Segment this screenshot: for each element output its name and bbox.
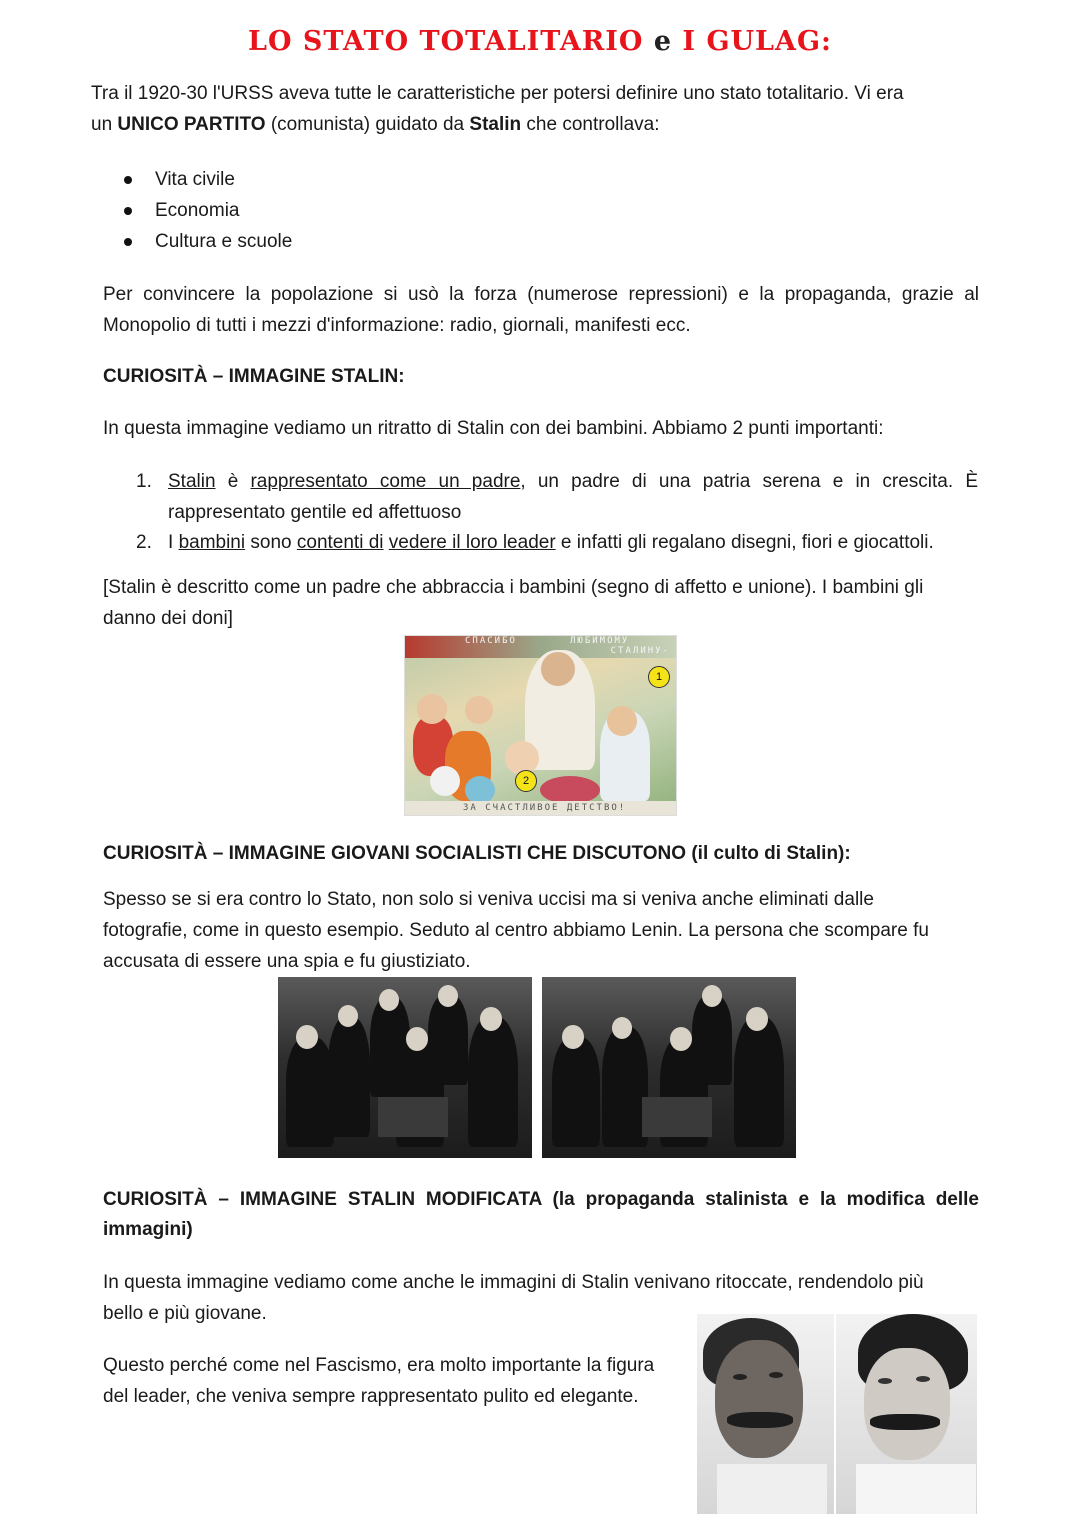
section1-note-line-2: danno dei doni]: [103, 608, 233, 629]
section2-line-1: Spesso se si era contro lo Stato, non solo si veniva uccisi ma si veniva anche eliminati dalle: [103, 889, 874, 910]
stalin-portrait-retouched: [836, 1314, 977, 1514]
section3-text-line-3: Questo perché come nel Fascismo, era molto importante la figura: [103, 1355, 655, 1376]
marker-2: 2: [515, 770, 537, 792]
section-heading-stalin-image: CURIOSITÀ – IMMAGINE STALIN:: [103, 366, 405, 387]
stalin-children-poster-image: СПАСИБО ЛЮБИМОМУ СТАЛИНУ- ЗА СЧАСТЛИВОЕ ДЕТСТВО! 1 2: [404, 635, 677, 816]
list-item: Cultura e scuole: [120, 226, 292, 257]
marker-1: 1: [648, 666, 670, 688]
section2-line-2: fotografie, come in questo esempio. Seduto al centro abbiamo Lenin. La persona che scompare fu: [103, 920, 929, 941]
propaganda-line-1: Per convincere la popolazione si usò la forza (numerose repressioni) e la propaganda, grazie al: [103, 284, 979, 305]
section3-text-line-2: bello e più giovane.: [103, 1303, 267, 1324]
section1-text: In questa immagine vediamo un ritratto di Stalin con dei bambini. Abbiamo 2 punti importanti:: [103, 418, 884, 439]
group-photo-original: [278, 977, 532, 1158]
section-heading-young-socialists: CURIOSITÀ – IMMAGINE GIOVANI SOCIALISTI CHE DISCUTONO (il culto di Stalin):: [103, 843, 851, 864]
list-item: Vita civile: [120, 164, 292, 195]
controlled-areas-list: [120, 164, 292, 257]
section1-note-line-1: [Stalin è descritto come un padre che abbraccia i bambini (segno di affetto e unione). I bambini gli: [103, 577, 924, 598]
section-heading-stalin-modified: CURIOSITÀ – IMMAGINE STALIN MODIFICATA (la propaganda stalinista e la modifica delle: [103, 1189, 979, 1210]
list-item: Economia: [120, 195, 292, 226]
section3-text-line-1: In questa immagine vediamo come anche le immagini di Stalin venivano ritoccate, rendendolo più: [103, 1272, 924, 1293]
stalin-portrait-original: [697, 1314, 834, 1514]
numbered-item-1-continuation: rappresentato gentile ed affettuoso: [168, 502, 462, 523]
page-title: LO STATO TOTALITARIO e I GULAG:: [247, 26, 833, 57]
intro-line-1: Tra il 1920-30 l'URSS aveva tutte le caratteristiche per potersi definire uno stato totalitario. Vi era: [91, 83, 904, 104]
section3-text-line-4: del leader, che veniva sempre rappresentato pulito ed elegante.: [103, 1386, 639, 1407]
propaganda-line-2: Monopolio di tutti i mezzi d'informazione: radio, giornali, manifesti ecc.: [103, 315, 691, 336]
intro-line-2: un UNICO PARTITO (comunista) guidato da Stalin che controllava:: [91, 114, 660, 135]
group-photo-retouched: [542, 977, 796, 1158]
section2-line-3: accusata di essere una spia e fu giustiziato.: [103, 951, 471, 972]
section-heading-stalin-modified-continuation: immagini): [103, 1219, 193, 1240]
